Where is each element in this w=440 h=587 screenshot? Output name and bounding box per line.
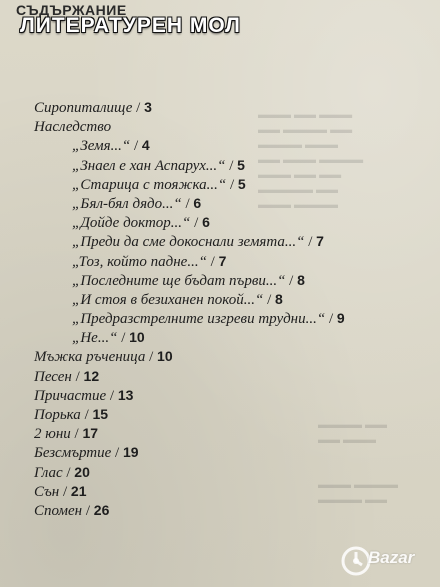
contents-heading: СЪДЪРЖАНИЕ xyxy=(16,2,127,18)
toc-entry-title: Наследство xyxy=(34,119,112,136)
toc-entry-title: „Знаел е хан Аспарух...“ xyxy=(72,157,226,174)
toc-entry xyxy=(34,367,430,386)
toc-page-number: 6 xyxy=(193,194,202,211)
toc-entry-title: „Не...“ xyxy=(72,330,118,347)
toc-subentry xyxy=(34,309,430,328)
toc-page-number: 10 xyxy=(129,329,145,346)
toc-separator: / xyxy=(80,407,93,423)
toc-page-number: 3 xyxy=(144,99,152,115)
toc-entry xyxy=(34,405,430,424)
toc-page-number: 15 xyxy=(92,406,109,422)
toc-entry-title: Глас xyxy=(34,464,63,481)
toc-separator: / xyxy=(285,272,298,289)
table-of-contents xyxy=(34,98,430,520)
toc-separator: / xyxy=(145,349,158,366)
toc-subentry xyxy=(34,156,430,175)
show-through-text-bottom: ▬▬▬▬ ▬▬ ▬▬ ▬▬▬ ▬▬▬ ▬▬▬▬ ▬▬▬▬ ▬▬ xyxy=(318,419,399,506)
toc-separator: / xyxy=(206,253,219,270)
toc-page-number: 6 xyxy=(202,214,210,231)
toc-entry xyxy=(34,443,430,462)
toc-page-number: 20 xyxy=(74,463,90,480)
toc-entry-title: „Тоз, който падне...“ xyxy=(72,253,207,270)
toc-entry xyxy=(34,117,430,136)
toc-separator: / xyxy=(226,176,238,193)
toc-page-number: 9 xyxy=(336,310,345,327)
toc-page-number: 8 xyxy=(275,290,283,307)
toc-subentry xyxy=(34,290,430,309)
toc-separator: / xyxy=(71,368,84,385)
toc-entry-title: Безсмъртие xyxy=(34,445,112,462)
toc-entry-title: „И стоя в безиханен покой...“ xyxy=(72,291,264,308)
toc-subentry xyxy=(34,194,430,213)
watermark-logo xyxy=(338,541,434,581)
toc-entry-title: „Преди да сме докоснали земята...“ xyxy=(72,234,305,251)
toc-page-number: 8 xyxy=(297,271,305,288)
toc-entry-title: „Последните ще бъдат първи...“ xyxy=(72,272,286,289)
toc-separator: / xyxy=(82,502,94,519)
toc-separator: / xyxy=(70,426,83,443)
toc-entry-title: Сън xyxy=(34,483,60,500)
watermark-text: Bazar xyxy=(368,548,415,567)
toc-entry-title: „Бял-бял дядо...“ xyxy=(72,195,182,212)
toc-page-number: 12 xyxy=(83,367,100,384)
toc-page-number: 7 xyxy=(316,233,324,250)
toc-page-number: 17 xyxy=(82,425,99,442)
toc-separator: / xyxy=(304,234,317,251)
toc-separator: / xyxy=(130,138,142,155)
toc-page-number: 4 xyxy=(141,137,150,154)
toc-page-number: 13 xyxy=(117,386,134,403)
toc-separator: / xyxy=(190,215,203,232)
toc-separator: / xyxy=(132,100,145,116)
toc-entry xyxy=(34,386,430,405)
toc-entry xyxy=(34,98,430,117)
toc-page-number: 26 xyxy=(93,501,110,518)
toc-entry-title: Песен xyxy=(34,368,72,385)
toc-subentry xyxy=(34,175,430,194)
toc-page-number: 21 xyxy=(70,482,87,499)
toc-separator: / xyxy=(59,483,71,500)
toc-entry-title: Порька xyxy=(34,407,81,423)
toc-subentry xyxy=(34,213,430,232)
toc-entry-title: 2 юни xyxy=(34,426,71,443)
toc-entry xyxy=(34,501,430,520)
toc-entry xyxy=(34,463,430,482)
toc-separator: / xyxy=(225,157,238,174)
toc-page-number: 10 xyxy=(157,348,173,365)
toc-page-number: 19 xyxy=(122,444,139,461)
toc-subentry xyxy=(34,328,430,347)
toc-subentry xyxy=(34,136,430,155)
toc-page-number: 7 xyxy=(218,252,227,269)
toc-separator: / xyxy=(106,387,118,404)
toc-entry-title: „Предразстрелните изгреви трудни...“ xyxy=(72,311,326,328)
toc-separator: / xyxy=(181,195,194,212)
toc-separator: / xyxy=(62,464,75,481)
toc-separator: / xyxy=(111,445,123,462)
toc-separator: / xyxy=(325,311,337,328)
seller-banner: ЛИТЕРАТУРЕН МОЛ xyxy=(20,14,241,37)
toc-separator: / xyxy=(263,291,276,308)
toc-entry-title: Сиропиталище xyxy=(34,100,133,116)
toc-subentry xyxy=(34,232,430,251)
toc-subentry xyxy=(34,252,430,271)
toc-subentry xyxy=(34,271,430,290)
toc-separator: / xyxy=(117,330,130,347)
toc-entry xyxy=(34,347,430,366)
toc-entry xyxy=(34,424,430,443)
toc-page-number: 5 xyxy=(237,175,246,192)
toc-page-number: 5 xyxy=(237,156,245,173)
toc-entry-title: „Земя...“ xyxy=(72,138,131,155)
toc-entry xyxy=(34,482,430,501)
show-through-text-top: ▬▬▬ ▬▬ ▬▬▬ ▬▬ ▬▬▬▬ ▬▬ ▬▬▬▬ ▬▬▬ ▬▬ ▬▬▬ ▬▬▬▬ ▬▬▬ ▬▬ ▬▬ ▬▬▬▬▬ ▬▬ ▬▬▬ ▬▬▬▬ xyxy=(258,109,364,211)
toc-entry-title: Мъжка ръченица xyxy=(34,349,146,366)
toc-entry-title: Причастие xyxy=(34,387,107,404)
toc-entry-title: „Дойде доктор...“ xyxy=(72,215,191,232)
toc-entry-title: „Старица с тояжка...“ xyxy=(72,176,227,193)
toc-entry-title: Спомен xyxy=(34,502,83,519)
